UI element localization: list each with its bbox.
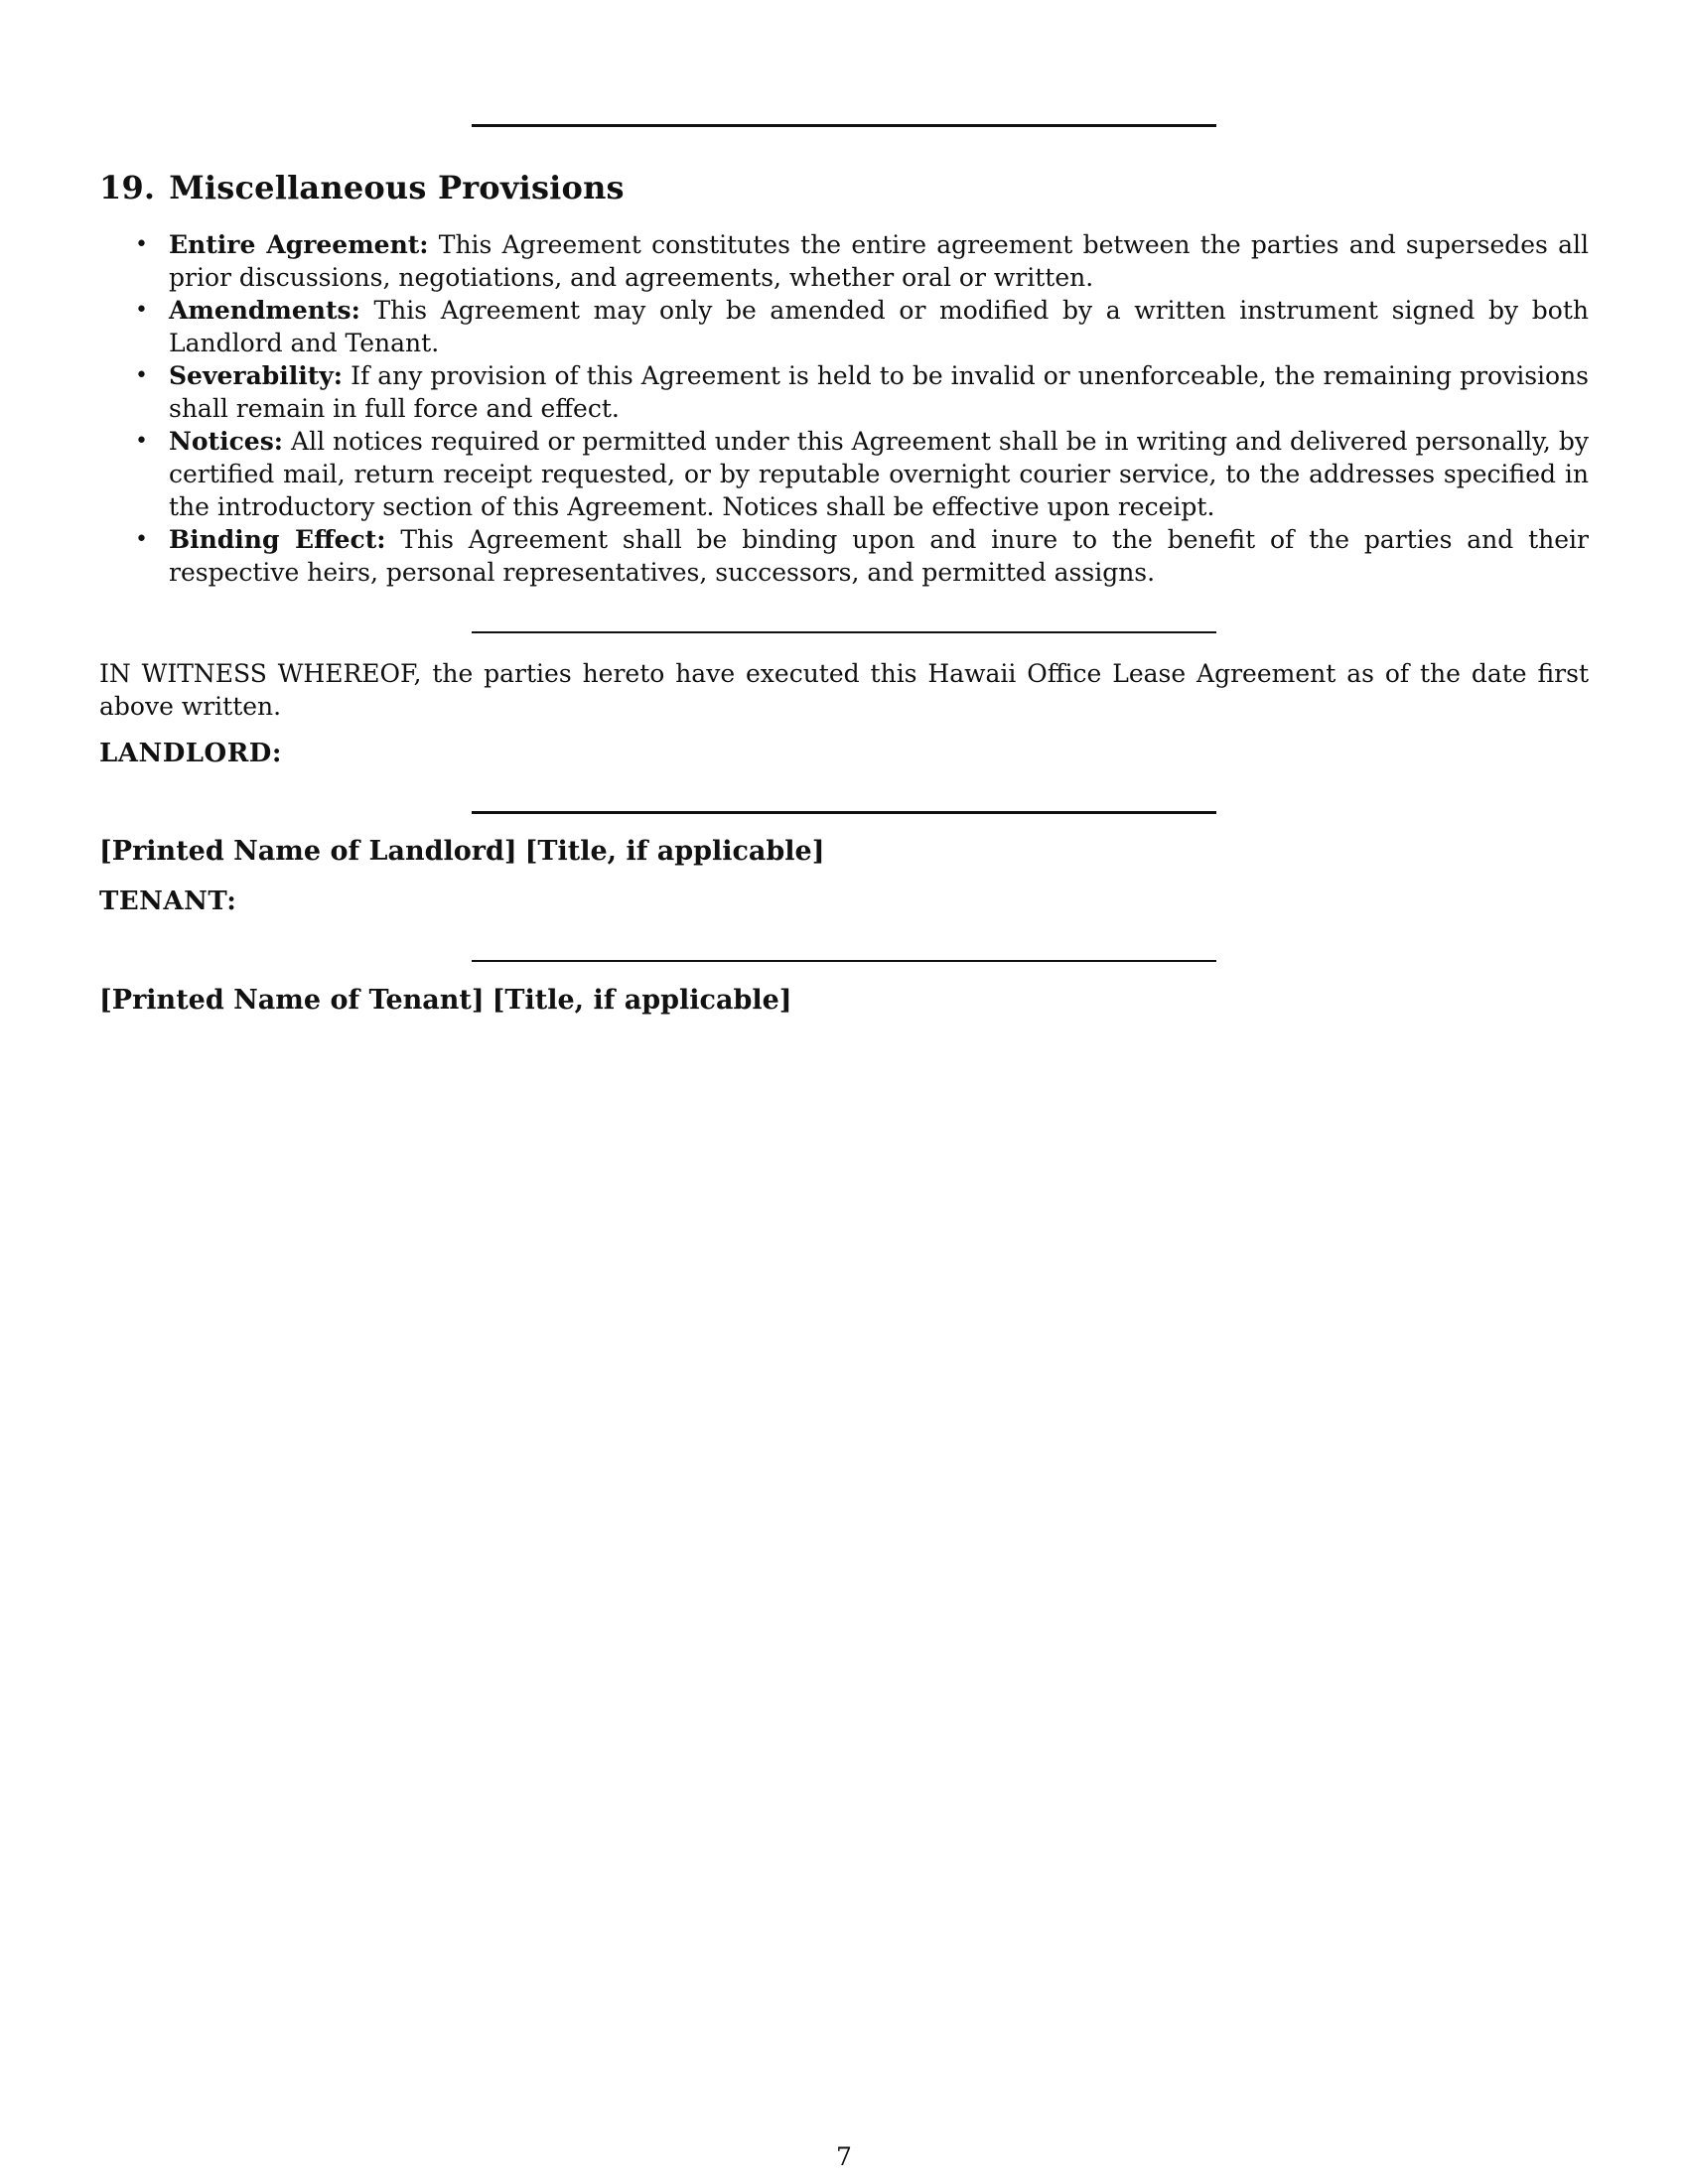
section-number: 19.	[99, 169, 156, 206]
provision-label: Severability:	[169, 361, 344, 390]
witness-clause: IN WITNESS WHEREOF, the parties hereto have executed this Hawaii Office Lease Agreement as of the date first above written.	[99, 659, 1589, 721]
landlord-printed-name: [Printed Name of Landlord]	[99, 836, 517, 867]
provision-label: Amendments:	[169, 296, 360, 325]
provision-notices	[99, 425, 1589, 523]
provision-amendments	[99, 294, 1589, 359]
tenant-title: [Title, if applicable]	[492, 985, 792, 1016]
tenant-printed-name-block	[99, 985, 792, 1016]
tenant-label: TENANT:	[99, 887, 237, 916]
provision-label: Entire Agreement:	[169, 230, 429, 259]
provision-label: Notices:	[169, 427, 284, 456]
provisions-list	[99, 228, 1589, 589]
landlord-printed-name-block	[99, 836, 825, 867]
provision-text: This Agreement shall be binding upon and inure to the benefit of the parties and their respective heirs, personal representatives, successors, and permitted assigns.	[169, 525, 1589, 587]
tenant-printed-name: [Printed Name of Tenant]	[99, 985, 485, 1016]
provision-binding-effect	[99, 523, 1589, 589]
landlord-title: [Title, if applicable]	[524, 836, 825, 867]
provision-text: All notices required or permitted under this Agreement shall be in writing and delivered personally, by certified mail, return receipt requested, or by reputable overnight courier service, to the addresses specified in the introductory section of this Agreement. Notices shall be effective upon receipt.	[169, 427, 1589, 521]
section-title: Miscellaneous Provisions	[169, 169, 625, 206]
page-number: 7	[836, 2142, 852, 2171]
section-divider	[472, 631, 1216, 633]
provision-text: This Agreement constitutes the entire agreement between the parties and supersedes all prior discussions, negotiations, and agreements, whether oral or written.	[169, 230, 1589, 292]
provision-text: If any provision of this Agreement is held to be invalid or unenforceable, the remaining provisions shall remain in full force and effect.	[169, 361, 1590, 423]
landlord-label: LANDLORD:	[99, 739, 282, 768]
tenant-signature-line	[472, 960, 1216, 962]
top-rule	[472, 124, 1216, 127]
section-heading	[99, 169, 625, 206]
provision-label: Binding Effect:	[169, 525, 386, 554]
landlord-signature-line	[472, 811, 1216, 814]
provision-text: This Agreement may only be amended or modified by a written instrument signed by both Landlord and Tenant.	[169, 296, 1590, 357]
provision-entire-agreement	[99, 228, 1589, 294]
provision-severability	[99, 359, 1589, 425]
